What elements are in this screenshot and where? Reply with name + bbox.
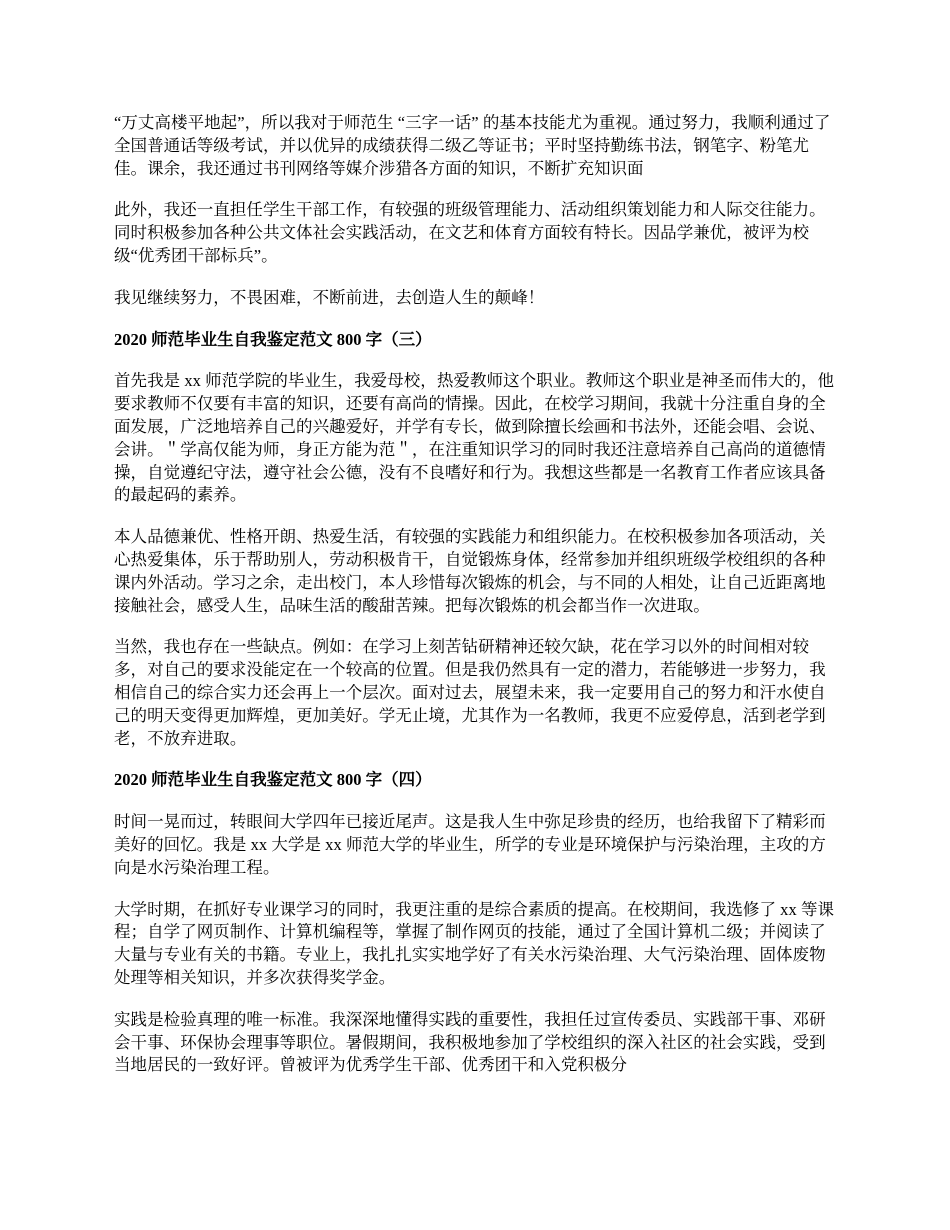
paragraph-basic-skills: “万丈高楼平地起”，所以我对于师范生 “三字一话” 的基本技能尤为重视。通过努力，我顺利通过了全国普通话等级考试，并以优异的成绩获得二级乙等证书；平时坚持勤练书法，钢笔字、粉笔尤佳。课余，我还通过书刊网络等媒介涉猎各方面的知识，不断扩充知识面 — [114, 113, 831, 178]
paragraph-university-years: 时间一晃而过，转眼间大学四年已接近尾声。这是我人生中弥足珍贵的经历，也给我留下了精彩而美好的回忆。我是 xx 大学是 xx 师范大学的毕业生，所学的专业是环境保护与污染治理，主攻的方向是水污染治理工程。 — [114, 812, 826, 877]
paragraph-courses: 大学时期，在抓好专业课学习的同时，我更注重的是综合素质的提高。在校期间，我选修了 xx 等课程；自学了网页制作、计算机编程等，掌握了制作网页的技能，通过了全国计算机二级；并阅读了大量与专业有关的书籍。专业上，我扎扎实实地学好了有关水污染治理、大气污染治理、固体废物处理等相关知识，并多次获得奖学金。 — [114, 899, 835, 987]
paragraph-practice: 实践是检验真理的唯一标准。我深深地懂得实践的重要性，我担任过宣传委员、实践部干事、邓研会干事、环保协会理事等职位。暑假期间，我积极地参加了学校组织的深入社区的社会实践，受到当地居民的一致好评。曾被评为优秀学生干部、优秀团干和入党积极分 — [114, 1009, 826, 1075]
paragraph-character: 本人品德兼优、性格开朗、热爱生活，有较强的实践能力和组织能力。在校积极参加各项活动，关心热爱集体，乐于帮助别人，劳动积极肯干，自觉锻炼身体，经常参加并组织班级学校组织的各种课内外活动。学习之余，走出校门，本人珍惜每次锻炼的机会，与不同的人相处，让自己近距离地接触社会，感受人生，品味生活的酸甜苦辣。把每次锻炼的机会都当作一次进取。 — [114, 527, 826, 615]
document-page — [114, 112, 842, 1096]
paragraph-shortcomings: 当然，我也存在一些缺点。例如：在学习上刻苦钻研精神还较欠缺，花在学习以外的时间相对较多，对自己的要求没能定在一个较高的位置。但是我仍然具有一定的潜力，若能够进一步努力，我相信自己的综合实力还会再上一个层次。面对过去，展望未来，我一定要用自己的努力和汗水使自己的明天变得更加辉煌，更加美好。学无止境，尤其作为一名教师，我更不应爱停息，活到老学到老，不放弃进取。 — [114, 637, 826, 748]
section-heading-three: 2020 师范毕业生自我鉴定范文 800 字（三） — [114, 329, 432, 349]
section-heading-four: 2020 师范毕业生自我鉴定范文 800 字（四） — [114, 770, 432, 790]
paragraph-student-cadre: 此外，我还一直担任学生干部工作，有较强的班级管理能力、活动组织策划能力和人际交往能力。同时积极参加各种公共文体社会实践活动，在文艺和体育方面较有特长。因品学兼优，被评为校级“优秀团干部标兵”。 — [114, 200, 826, 265]
paragraph-teacher-profession: 首先我是 xx 师范学院的毕业生，我爱母校，热爱教师这个职业。教师这个职业是神圣而伟大的，他要求教师不仅要有丰富的知识，还要有高尚的情操。因此，在校学习期间，我就十分注重自身的全面发展，广泛地培养自己的兴趣爱好，并学有专长，做到除擅长绘画和书法外，还能会唱、会说、会讲。＂学高仅能为师，身正方能为范＂，在注重知识学习的同时我还注意培养自己高尚的道德情操，自觉遵纪守法，遵守社会公德，没有不良嗜好和行为。我想这些都是一名教育工作者应该具备的最起码的素养。 — [114, 371, 835, 505]
paragraph-keep-striving: 我见继续努力，不畏困难，不断前进，去创造人生的颠峰！ — [114, 287, 545, 307]
